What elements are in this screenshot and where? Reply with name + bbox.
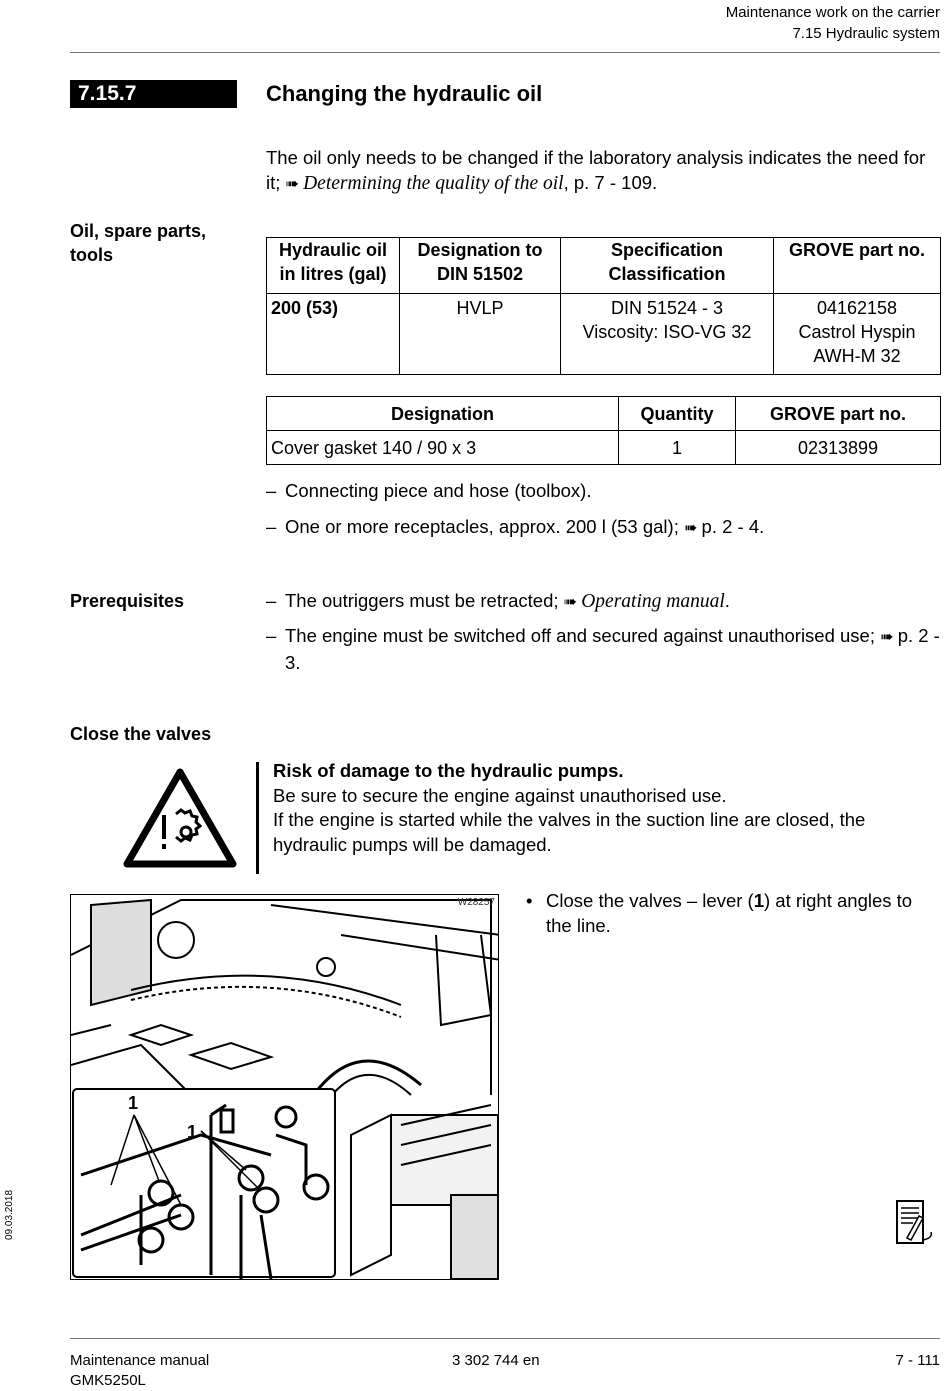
link-operating-manual[interactable]: Operating manual	[581, 591, 725, 612]
instruction-item: • Close the valves – lever (1) at right angles to the line.	[526, 890, 913, 936]
cross-reference-arrow-icon: ➠	[880, 629, 893, 646]
valve-illustration	[71, 895, 498, 1279]
revision-date: 09.03.2018	[4, 1189, 15, 1240]
bullet-icon: •	[526, 890, 533, 911]
cross-reference-arrow-icon: ➠	[285, 175, 298, 193]
oil-table-header: GROVE part no.	[774, 238, 941, 294]
callout-label: 1	[187, 1122, 198, 1142]
footer-doc-number: 3 302 744 en	[452, 1352, 540, 1369]
warning-line: Be sure to secure the engine against unauthorised use.	[273, 784, 727, 806]
oil-table	[266, 237, 941, 375]
hydraulic-valve-figure	[70, 894, 499, 1280]
dash-icon: –	[266, 590, 277, 611]
list-item: – The outriggers must be retracted; ➠ Operating manual.	[266, 590, 730, 612]
parts-table	[266, 396, 941, 465]
running-header	[726, 2, 940, 44]
parts-table-header: Designation	[267, 397, 619, 431]
dash-icon: –	[266, 516, 277, 537]
parts-table-header: GROVE part no.	[736, 397, 941, 431]
figure-code: W28257	[457, 897, 495, 908]
page-reference-link[interactable]: p. 2 - 4.	[701, 516, 765, 537]
part-quantity: 1	[619, 431, 736, 465]
label-oil-spare-parts: Oil, spare parts, tools	[70, 221, 207, 265]
warning-line: If the engine is started while the valves in the suction line are closed, the hydraulic pumps will be damaged.	[273, 809, 866, 855]
list-item: – One or more receptacles, approx. 200 l (53 gal); ➠ p. 2 - 4.	[266, 515, 946, 542]
list-item: – Connecting piece and hose (toolbox).	[266, 479, 946, 504]
page-number: 7 - 111	[895, 1352, 940, 1369]
footer-rule	[70, 1338, 940, 1339]
dash-icon: –	[266, 625, 277, 646]
parts-table-header: Quantity	[619, 397, 736, 431]
footer-manual: Maintenance manual GMK5250L	[70, 1352, 210, 1389]
header-chapter: Maintenance work on the carrier	[725, 4, 940, 21]
oil-designation: HVLP	[400, 294, 561, 375]
page-reference-link[interactable]: p. 2 - 3.	[285, 625, 940, 673]
link-quality-of-oil[interactable]: Determining the quality of the oil	[303, 172, 564, 194]
label-close-valves: Close the valves	[70, 724, 212, 744]
warning-bar	[256, 762, 259, 874]
header-section: 7.15 Hydraulic system	[792, 25, 940, 42]
header-rule	[70, 52, 940, 53]
oil-table-header: Hydraulic oil in litres (gal)	[267, 238, 400, 294]
intro-paragraph: The oil only needs to be changed if the laboratory analysis indicates the need for it; ➠ Determining the quality of the oil, p. 7 - 109.	[266, 147, 926, 194]
oil-table-header: Specification Classification	[561, 238, 774, 294]
oil-table-header: Designation to DIN 51502	[400, 238, 561, 294]
warning-title: Risk of damage to the hydraulic pumps.	[273, 760, 624, 781]
warning-text	[273, 759, 943, 857]
oil-quantity: 200 (53)	[267, 294, 400, 375]
part-number: 02313899	[736, 431, 941, 465]
oil-part-number: 04162158 Castrol Hyspin AWH-M 32	[774, 294, 941, 375]
cross-reference-arrow-icon: ➠	[563, 594, 577, 611]
dash-icon: –	[266, 480, 277, 501]
document-note-icon	[893, 1198, 939, 1248]
section-number: 7.15.7	[70, 80, 237, 108]
part-designation: Cover gasket 140 / 90 x 3	[267, 431, 619, 465]
warning-triangle-icon	[122, 766, 238, 870]
cross-reference-arrow-icon: ➠	[683, 520, 697, 537]
oil-specification: DIN 51524 - 3 Viscosity: ISO-VG 32	[561, 294, 774, 375]
callout-label: 1	[128, 1093, 139, 1113]
label-prerequisites: Prerequisites	[70, 591, 185, 611]
list-item: – The engine must be switched off and secured against unauthorised use; ➠ p. 2 - 3.	[266, 625, 940, 673]
section-title: Changing the hydraulic oil	[266, 81, 543, 106]
